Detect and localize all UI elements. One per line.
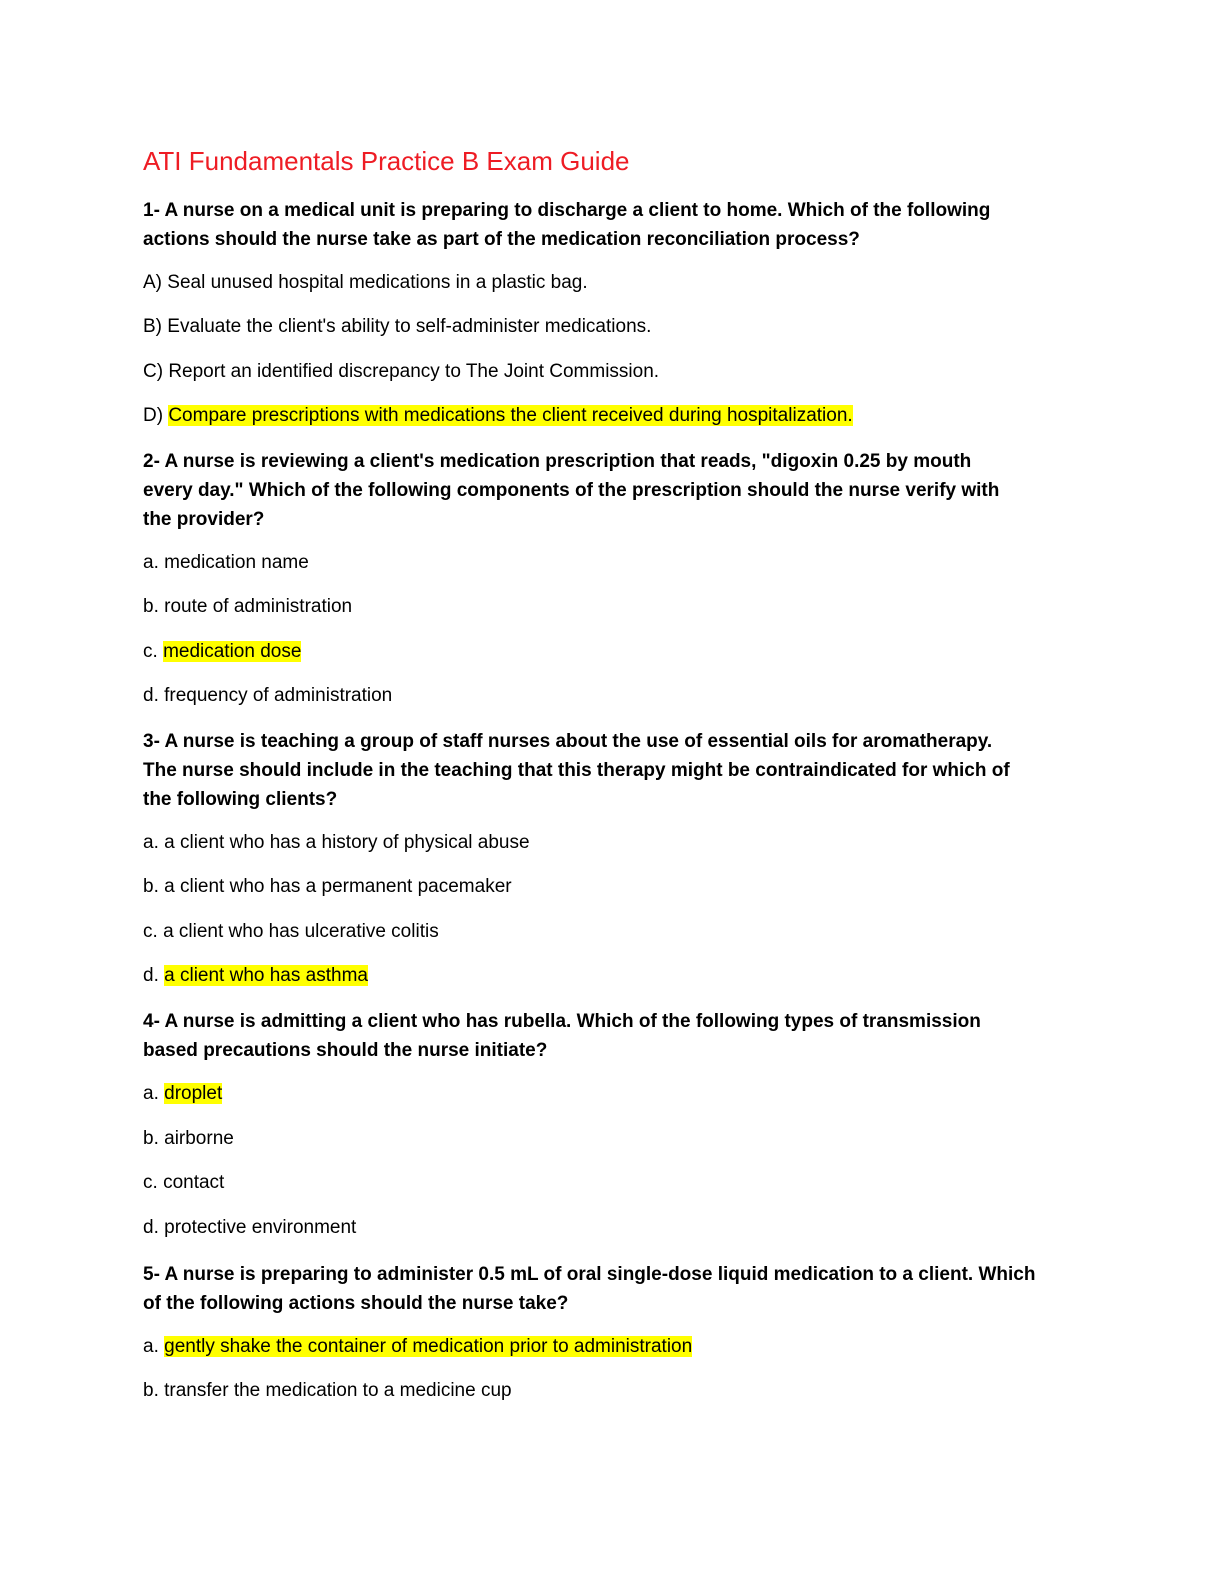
option-text: a client who has ulcerative colitis bbox=[163, 921, 439, 942]
option-prefix: b. bbox=[143, 1380, 165, 1401]
question-3-option-b bbox=[143, 874, 512, 900]
option-prefix: c. bbox=[143, 1172, 164, 1193]
question-3-line-3: the following clients? bbox=[143, 789, 338, 810]
question-1-option-c bbox=[143, 359, 659, 385]
question-5-option-a bbox=[143, 1334, 692, 1360]
option-text-highlighted: gently shake the container of medication prior to administration bbox=[164, 1336, 693, 1357]
question-4-option-c bbox=[143, 1170, 224, 1196]
question-1-option-d bbox=[143, 403, 853, 429]
question-5-line-2: of the following actions should the nurse take? bbox=[143, 1293, 569, 1314]
option-text: transfer the medication to a medicine cup bbox=[164, 1380, 512, 1401]
option-prefix: a. bbox=[143, 1336, 165, 1357]
question-2-option-a bbox=[143, 550, 309, 576]
option-prefix: A) bbox=[143, 272, 168, 293]
question-1-option-b bbox=[143, 314, 651, 340]
option-prefix: d. bbox=[143, 965, 165, 986]
question-4-line-1: 4- A nurse is admitting a client who has rubella. Which of the following types of transmission bbox=[143, 1011, 981, 1032]
question-4-option-b bbox=[143, 1126, 234, 1152]
option-prefix: a. bbox=[143, 552, 165, 573]
option-text: protective environment bbox=[164, 1217, 357, 1238]
question-2-line-1: 2- A nurse is reviewing a client's medication prescription that reads, "digoxin 0.25 by mouth bbox=[143, 451, 972, 472]
option-text: Report an identified discrepancy to The Joint Commission. bbox=[168, 361, 660, 382]
option-prefix: c. bbox=[143, 641, 164, 662]
question-2-option-b bbox=[143, 594, 352, 620]
option-text: airborne bbox=[164, 1128, 234, 1149]
question-4-option-d bbox=[143, 1215, 356, 1241]
option-text: a client who has a history of physical abuse bbox=[164, 832, 530, 853]
option-text: Seal unused hospital medications in a plastic bag. bbox=[167, 272, 588, 293]
option-text: frequency of administration bbox=[164, 685, 393, 706]
option-prefix: b. bbox=[143, 876, 165, 897]
question-4-option-a bbox=[143, 1081, 222, 1107]
option-text: route of administration bbox=[164, 596, 353, 617]
option-text-highlighted: medication dose bbox=[163, 641, 302, 662]
option-text: a client who has a permanent pacemaker bbox=[164, 876, 512, 897]
question-3-option-c bbox=[143, 919, 439, 945]
question-3-option-d bbox=[143, 963, 368, 989]
option-text: medication name bbox=[164, 552, 309, 573]
question-4-line-2: based precautions should the nurse initiate? bbox=[143, 1040, 548, 1061]
option-text-highlighted: droplet bbox=[164, 1083, 223, 1104]
question-2-line-3: the provider? bbox=[143, 509, 265, 530]
option-text-highlighted: Compare prescriptions with medications the client received during hospitalization. bbox=[168, 405, 853, 426]
question-2-option-d bbox=[143, 683, 392, 709]
question-2-option-c bbox=[143, 639, 301, 665]
question-3-option-a bbox=[143, 830, 530, 856]
question-5-option-b bbox=[143, 1378, 512, 1404]
question-1-option-a bbox=[143, 270, 588, 296]
option-prefix: d. bbox=[143, 1217, 165, 1238]
option-prefix: C) bbox=[143, 361, 169, 382]
question-1-line-1: 1- A nurse on a medical unit is preparing to discharge a client to home. Which of the following bbox=[143, 200, 991, 221]
option-prefix: B) bbox=[143, 316, 168, 337]
option-prefix: a. bbox=[143, 1083, 165, 1104]
question-5-line-1: 5- A nurse is preparing to administer 0.5 mL of oral single-dose liquid medication to a client. Which bbox=[143, 1264, 1036, 1285]
option-prefix: b. bbox=[143, 1128, 165, 1149]
option-text: Evaluate the client's ability to self-administer medications. bbox=[167, 316, 652, 337]
option-text-highlighted: a client who has asthma bbox=[164, 965, 368, 986]
option-prefix: a. bbox=[143, 832, 165, 853]
question-3-line-1: 3- A nurse is teaching a group of staff nurses about the use of essential oils for aromatherapy. bbox=[143, 731, 993, 752]
option-prefix: c. bbox=[143, 921, 164, 942]
option-text: contact bbox=[163, 1172, 225, 1193]
option-prefix: b. bbox=[143, 596, 165, 617]
document-title: ATI Fundamentals Practice B Exam Guide bbox=[143, 146, 630, 176]
question-2-line-2: every day." Which of the following components of the prescription should the nurse verify with bbox=[143, 480, 1000, 501]
option-prefix: d. bbox=[143, 685, 165, 706]
option-prefix: D) bbox=[143, 405, 169, 426]
question-1-line-2: actions should the nurse take as part of the medication reconciliation process? bbox=[143, 229, 860, 250]
question-3-line-2: The nurse should include in the teaching that this therapy might be contraindicated for which of bbox=[143, 760, 1010, 781]
